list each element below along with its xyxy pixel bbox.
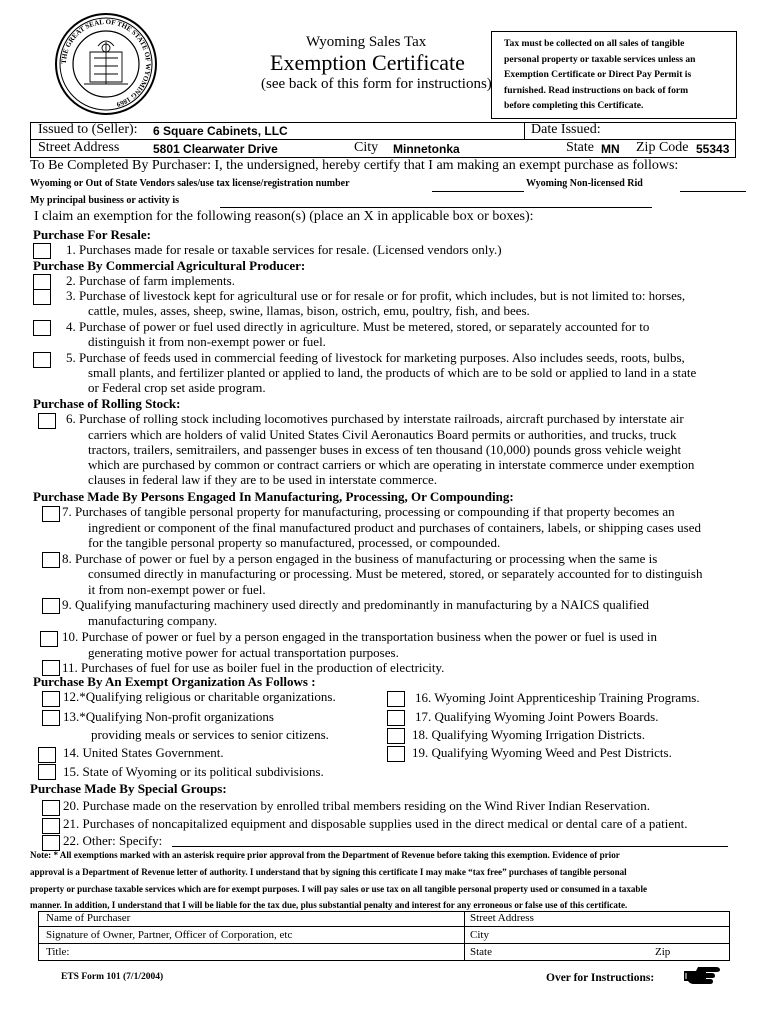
item-3: cattle, mules, asses, sheep, swine, llamas, bison, ostrich, emu, poultry, fish, and bees. xyxy=(88,303,530,318)
notice-line: furnished. Read instructions on back of form xyxy=(504,84,689,96)
state-seal xyxy=(54,12,158,116)
section-special-groups: Purchase Made By Special Groups: xyxy=(30,781,227,796)
item-17: 17. Qualifying Wyoming Joint Powers Boards. xyxy=(415,709,659,724)
item-6: which are purchased by common or contract carriers or which are operating in interstate commerce under exemption xyxy=(88,457,695,472)
item-8: consumed directly in manufacturing or processing. Must be metered, stored, or separately accounted for to distinguish xyxy=(88,566,703,581)
zip-label: Zip Code xyxy=(636,140,689,155)
item-22: 22. Other: Specify: xyxy=(63,833,163,848)
purchaser-zip-field[interactable]: Zip xyxy=(655,946,671,958)
pointing-hand-icon xyxy=(682,962,722,988)
state-label: State xyxy=(566,140,594,155)
item-7: 7. Purchases of tangible personal property for manufacturing, processing or compounding if that property becomes an xyxy=(62,504,675,519)
checkbox-8[interactable] xyxy=(42,552,60,568)
checkbox-14[interactable] xyxy=(38,747,56,763)
note-line: property or purchase taxable services which are for exempt purposes. I will pay sales or use tax on all tangible personal property used or consumed in a taxable xyxy=(30,884,648,894)
checkbox-9[interactable] xyxy=(42,598,60,614)
seal-text: THE GREAT SEAL OF THE STATE OF WYOMING 1869 xyxy=(59,17,153,109)
item-2: 2. Purchase of farm implements. xyxy=(66,273,235,288)
street-address-label: Street Address xyxy=(38,140,120,155)
section-agricultural: Purchase By Commercial Agricultural Producer: xyxy=(33,258,306,273)
item-16: 16. Wyoming Joint Apprenticeship Training Programs. xyxy=(415,690,700,705)
checkbox-5[interactable] xyxy=(33,352,51,368)
item-12: 12.*Qualifying religious or charitable organizations. xyxy=(63,689,336,704)
principal-business-field[interactable] xyxy=(220,207,652,208)
checkbox-2[interactable] xyxy=(33,274,51,290)
item-5: small plants, and fertilizer planted or applied to land, the products of which are to be sold or applied to land in a state xyxy=(88,365,697,380)
notice-line: Tax must be collected on all sales of tangible xyxy=(504,38,685,49)
form-subtitle: (see back of this form for instructions) xyxy=(261,76,492,92)
item-9: 9. Qualifying manufacturing machinery used directly and predominantly in manufacturing by a NAICS qualified xyxy=(62,597,650,612)
form-title-line1: Wyoming Sales Tax xyxy=(306,34,427,50)
item-1: 1. Purchases made for resale or taxable services for resale. (Licensed vendors only.) xyxy=(66,242,502,257)
checkbox-19[interactable] xyxy=(387,746,405,762)
checkbox-21[interactable] xyxy=(42,818,60,834)
claim-statement: I claim an exemption for the following reason(s) (place an X in applicable box or boxes): xyxy=(34,209,534,224)
note-line: approval is a Department of Revenue letter of authority. I understand that by signing this certificate I may make “tax free” purchases of tangible personal xyxy=(30,867,627,877)
item-6: clauses in federal law if they are to be used in interstate commerce. xyxy=(88,472,438,487)
checkbox-20[interactable] xyxy=(42,800,60,816)
notice-box xyxy=(491,31,737,119)
purchaser-city-field[interactable]: City xyxy=(470,929,489,941)
date-issued-label: Date Issued: xyxy=(531,122,601,137)
note-line: manner. In addition, I understand that I will be liable for the tax due, plus substantial penalty and interest for any erroneous or false use of this certificate. xyxy=(30,900,628,910)
nonlicensed-label: Wyoming Non-licensed Rid xyxy=(526,178,643,189)
state-field[interactable]: MN xyxy=(601,142,620,156)
license-field[interactable] xyxy=(432,191,524,192)
notice-line: personal property or taxable services unless an xyxy=(504,53,696,65)
checkbox-22[interactable] xyxy=(42,835,60,851)
checkbox-6[interactable] xyxy=(38,413,56,429)
item-14: 14. United States Government. xyxy=(63,745,224,760)
item-4: distinguish it from non-exempt power or fuel. xyxy=(88,334,326,349)
item-19: 19. Qualifying Wyoming Weed and Pest Districts. xyxy=(412,745,672,760)
item-5: or Federal crop set aside program. xyxy=(88,380,266,395)
checkbox-17[interactable] xyxy=(387,710,405,726)
checkbox-3[interactable] xyxy=(33,289,51,305)
title-field[interactable]: Title: xyxy=(46,946,70,958)
item-15: 15. State of Wyoming or its political subdivisions. xyxy=(63,764,324,779)
section-manufacturing: Purchase Made By Persons Engaged In Manufacturing, Processing, Or Compounding: xyxy=(33,489,514,504)
section-exempt-organization: Purchase By An Exempt Organization As Follows : xyxy=(33,674,316,689)
signature-field[interactable]: Signature of Owner, Partner, Officer of Corporation, etc xyxy=(46,929,293,941)
item-13: providing meals or services to senior citizens. xyxy=(91,727,329,742)
section-rolling-stock: Purchase of Rolling Stock: xyxy=(33,396,181,411)
purchaser-street-field[interactable]: Street Address xyxy=(470,912,534,924)
checkbox-13[interactable] xyxy=(42,710,60,726)
purchaser-name-field[interactable]: Name of Purchaser xyxy=(46,912,131,924)
checkbox-1[interactable] xyxy=(33,243,51,259)
section-resale: Purchase For Resale: xyxy=(33,227,151,242)
item-10: generating motive power for actual transportation purposes. xyxy=(88,645,399,660)
item-20: 20. Purchase made on the reservation by enrolled tribal members residing on the Wind River Indian Reservation. xyxy=(63,798,650,813)
notice-line: before completing this Certificate. xyxy=(504,100,644,111)
form-id: ETS Form 101 (7/1/2004) xyxy=(61,972,164,982)
form-title: Exemption Certificate xyxy=(270,50,465,75)
checkbox-15[interactable] xyxy=(38,764,56,780)
checkbox-4[interactable] xyxy=(33,320,51,336)
license-label: Wyoming or Out of State Vendors sales/use tax license/registration number xyxy=(30,178,350,189)
issued-to-label: Issued to (Seller): xyxy=(38,122,138,137)
item-10: 10. Purchase of power or fuel by a person engaged in the transportation business when the power or fuel is used in xyxy=(62,629,657,644)
street-address-field[interactable]: 5801 Clearwater Drive xyxy=(153,142,278,156)
item-13: 13.*Qualifying Non-profit organizations xyxy=(63,709,274,724)
issued-to-field[interactable]: 6 Square Cabinets, LLC xyxy=(153,124,288,138)
over-for-instructions: Over for Instructions: xyxy=(546,972,655,984)
item-9: manufacturing company. xyxy=(88,613,218,628)
item-8: 8. Purchase of power or fuel by a person engaged in the business of manufacturing or processing when the same is xyxy=(62,551,658,566)
zip-field[interactable]: 55343 xyxy=(696,142,730,156)
item-8: it from non-exempt power or fuel. xyxy=(88,582,266,597)
purchaser-state-field[interactable]: State xyxy=(470,946,492,958)
notice-line: Exemption Certificate or Direct Pay Permit is xyxy=(504,69,692,80)
checkbox-18[interactable] xyxy=(387,728,405,744)
item-6: tractors, trailers, semitrailers, and passenger buses in excess of ten thousand (10,000) pounds gross vehicle weight xyxy=(88,442,682,457)
item-5: 5. Purchase of feeds used in commercial feeding of livestock for marketing purposes. Also includes seeds, roots, bulbs, xyxy=(66,350,685,365)
item-11: 11. Purchases of fuel for use as boiler fuel in the production of electricity. xyxy=(62,660,445,675)
item-6: 6. Purchase of rolling stock including locomotives purchased by interstate railroads, aircraft purchased by interstate air xyxy=(66,411,684,426)
item-21: 21. Purchases of noncapitalized equipment and disposable supplies used in the direct medical or dental care of a patient. xyxy=(63,816,688,831)
item-7: ingredient or component of the final manufactured product and purchases of containers, labels, or shipping cases used xyxy=(88,520,701,535)
item-18: 18. Qualifying Wyoming Irrigation Districts. xyxy=(412,727,645,742)
checkbox-12[interactable] xyxy=(42,691,60,707)
item-4: 4. Purchase of power or fuel used directly in agriculture. Must be metered, stored, or separately accounted for to xyxy=(66,319,650,334)
note-line: Note: * All exemptions marked with an asterisk require prior approval from the Department of Revenue before taking this exemption. Evidence of prior xyxy=(30,850,620,860)
city-field[interactable]: Minnetonka xyxy=(393,142,460,156)
item-6: carriers which are holders of valid United States Civil Aeronautics Board permits or authorities, and trucks, truck xyxy=(88,427,677,442)
item-3: 3. Purchase of livestock kept for agricultural use or for resale or for profit, which includes, but is not limited to: horses, xyxy=(66,288,686,303)
checkbox-10[interactable] xyxy=(40,631,58,647)
checkbox-16[interactable] xyxy=(387,691,405,707)
city-label: City xyxy=(354,140,379,155)
checkbox-7[interactable] xyxy=(42,506,60,522)
principal-business-label: My principal business or activity is xyxy=(30,195,179,206)
purchaser-intro: To Be Completed By Purchaser: I, the undersigned, hereby certify that I am making an exempt purchase as follows: xyxy=(30,158,679,173)
nonlicensed-field[interactable] xyxy=(680,191,746,192)
item-7: for the tangible personal property so manufactured, processed, or compounded. xyxy=(88,535,501,550)
other-specify-field[interactable] xyxy=(172,846,728,847)
